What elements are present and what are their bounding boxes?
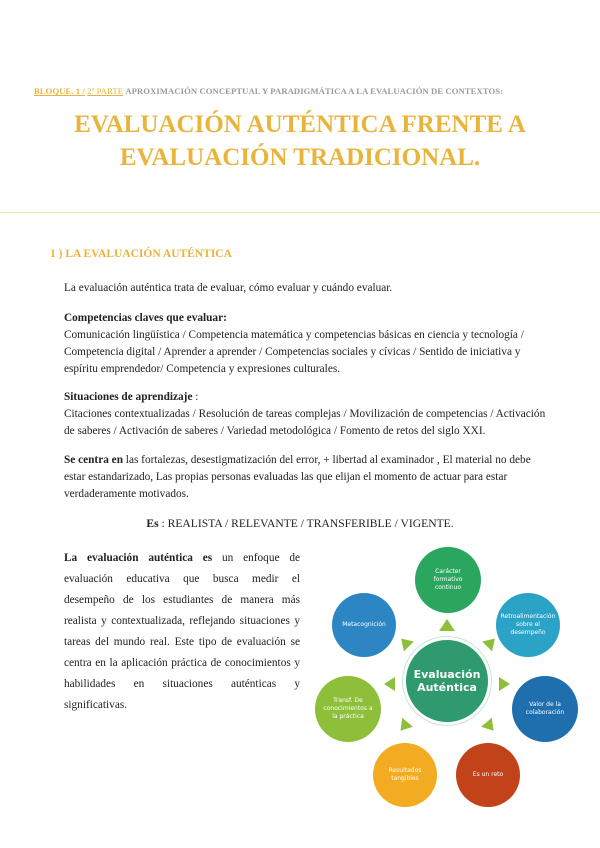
node-resultados-tangibles: Resultados tangibles <box>373 743 437 807</box>
es-values: : REALISTA / RELEVANTE / TRANSFERIBLE / VIGENTE. <box>158 517 454 530</box>
node-valor-colaboracion: Valor de la colaboración <box>512 676 578 742</box>
definition-text: un enfoque de evaluación educativa que busca medir el desempeño de los estudiantes de manera más realista y contextualizada, reflejando situaciones y tareas del mundo real. Este tipo de evaluación se centra en la aplicación práctica de conocimientos y habilidades en situaciones auténticas y significativas. <box>64 552 300 711</box>
arrow-left <box>384 677 395 691</box>
definition-paragraph <box>64 548 300 716</box>
evaluation-diagram <box>300 545 600 848</box>
title-line-1: EVALUACIÓN AUTÉNTICA FRENTE A <box>74 111 526 138</box>
situaciones-label: Situaciones de aprendizaje <box>64 391 193 403</box>
es-label: Es <box>146 517 159 530</box>
situaciones-colon: : <box>192 391 199 403</box>
breadcrumb <box>34 86 503 96</box>
es-line <box>0 517 600 530</box>
centra-label: Se centra en <box>64 454 123 466</box>
arrow-up <box>439 619 455 631</box>
header-divider <box>0 212 600 213</box>
intro-paragraph: La evaluación auténtica trata de evaluar, cómo evaluar y cuándo evaluar. <box>64 282 393 294</box>
breadcrumb-topic: APROXIMACIÓN CONCEPTUAL Y PARADIGMÁTICA A LA EVALUACIÓN DE CONTEXTOS: <box>125 86 504 96</box>
node-retroalimentacion: Retroalimentación sobre el desempeño <box>496 593 560 657</box>
section-heading: 1 ) LA EVALUACIÓN AUTÉNTICA <box>50 248 232 260</box>
situaciones-text: Citaciones contextualizadas / Resolución de tareas complejas / Movilización de competencias / Activación de saberes / Activación de saberes / Variedad metodológica / Fomento de retos del siglo XXI. <box>64 408 546 437</box>
node-es-un-reto: Es un reto <box>456 743 520 807</box>
arrow-right <box>499 677 510 691</box>
node-center-evaluacion-autentica: Evaluación Auténtica <box>403 637 491 725</box>
title-line-2: EVALUACIÓN TRADICIONAL. <box>119 144 481 171</box>
situaciones-block <box>64 389 546 440</box>
node-caracter-formativo: Carácter formativo continuo <box>415 547 481 613</box>
competencias-block <box>64 310 546 378</box>
centra-paragraph <box>64 452 546 503</box>
node-metacognicion: Metacognición <box>332 593 396 657</box>
arrow-upleft <box>396 634 414 652</box>
definition-label: La evaluación auténtica es <box>64 552 213 564</box>
arrow-downleft <box>395 718 413 735</box>
node-transf-conocimientos: Transf. De conocimientos a la práctica <box>315 676 381 742</box>
arrow-downright <box>481 718 499 735</box>
competencias-label: Competencias claves que evaluar: <box>64 312 227 324</box>
page-title <box>0 108 600 174</box>
centra-text: las fortalezas, desestigmatización del error, + libertad al examinador , El material no debe estar estandarizado, Las propias personas evaluadas las que elijan el momento de actuar para estar verdaderamente motivados. <box>64 454 531 500</box>
breadcrumb-part: 2º PARTE <box>87 86 124 96</box>
competencias-text: Comunicación lingüística / Competencia matemática y competencias básicas en ciencia y tecnología / Competencia digital / Aprender a aprender / Competencias sociales y cívicas / Sentido de iniciativa y espíritu emprendedor/ Competencia y expresiones culturales. <box>64 329 524 375</box>
breadcrumb-block: BLOQUE. 1 / <box>34 86 86 96</box>
